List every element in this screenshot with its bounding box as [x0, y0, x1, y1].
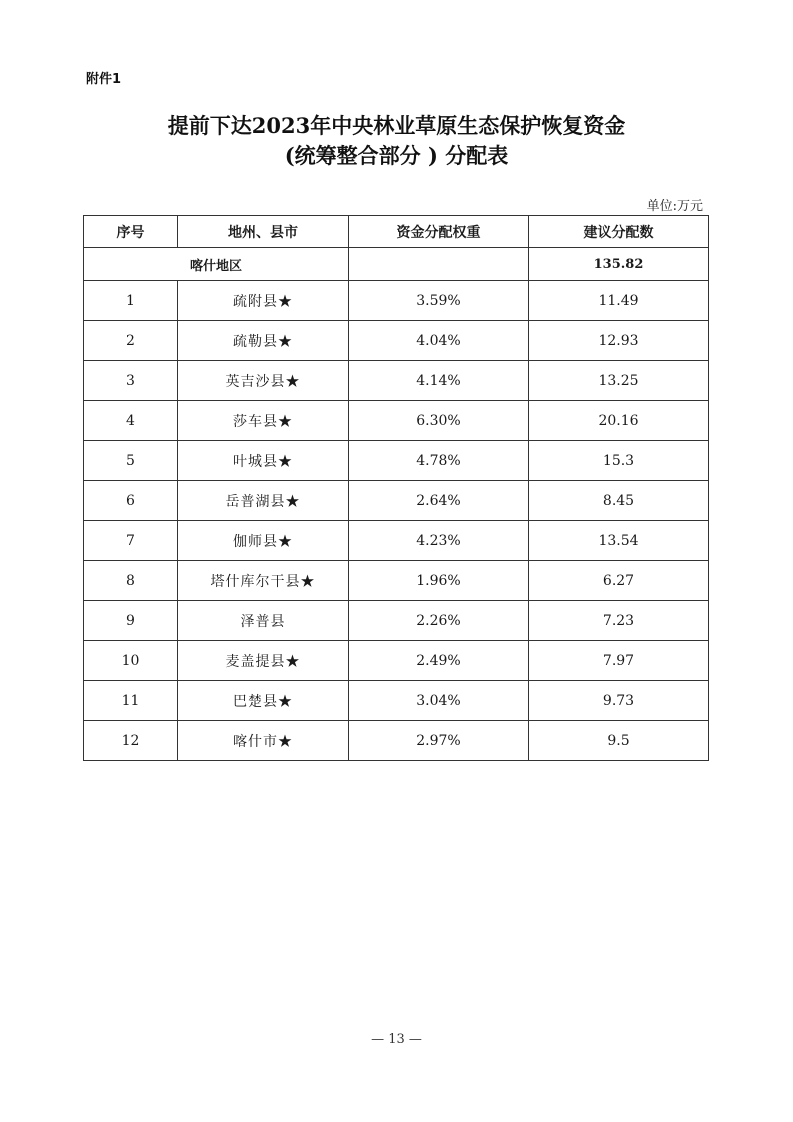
cell-weight: 2.64% [349, 481, 529, 521]
table-row [84, 361, 709, 401]
cell-amount: 15.3 [529, 441, 709, 481]
cell-amount: 13.54 [529, 521, 709, 561]
cell-amount: 7.97 [529, 641, 709, 681]
unit-label: 单位:万元 [646, 199, 703, 214]
table-row [84, 481, 709, 521]
header-region: 地州、县市 [178, 216, 349, 248]
cell-serial-no: 4 [84, 401, 178, 441]
cell-amount: 7.23 [529, 601, 709, 641]
cell-weight: 3.59% [349, 281, 529, 321]
cell-weight: 2.49% [349, 641, 529, 681]
cell-serial-no: 7 [84, 521, 178, 561]
cell-weight: 4.04% [349, 321, 529, 361]
table-row [84, 601, 709, 641]
cell-weight: 4.23% [349, 521, 529, 561]
cell-serial-no: 5 [84, 441, 178, 481]
cell-region-name: 疏附县★ [178, 281, 349, 321]
subtotal-amount: 135.82 [529, 248, 709, 281]
allocation-table [83, 215, 709, 761]
cell-serial-no: 6 [84, 481, 178, 521]
cell-region-name: 塔什库尔干县★ [178, 561, 349, 601]
cell-region-name: 伽师县★ [178, 521, 349, 561]
header-amount: 建议分配数 [529, 216, 709, 248]
cell-serial-no: 9 [84, 601, 178, 641]
cell-amount: 8.45 [529, 481, 709, 521]
attachment-label: 附件1 [86, 72, 122, 87]
cell-amount: 13.25 [529, 361, 709, 401]
cell-weight: 3.04% [349, 681, 529, 721]
cell-amount: 12.93 [529, 321, 709, 361]
cell-region-name: 疏勒县★ [178, 321, 349, 361]
document-title-line-2: (统筹整合部分 ) 分配表 [284, 143, 509, 168]
cell-amount: 20.16 [529, 401, 709, 441]
table-row [84, 641, 709, 681]
header-weight: 资金分配权重 [349, 216, 529, 248]
table-row [84, 721, 709, 761]
cell-serial-no: 12 [84, 721, 178, 761]
table-row [84, 561, 709, 601]
table-row [84, 521, 709, 561]
cell-serial-no: 1 [84, 281, 178, 321]
cell-region-name: 巴楚县★ [178, 681, 349, 721]
page-number: — 13 — [371, 1032, 422, 1047]
cell-weight: 1.96% [349, 561, 529, 601]
table-row [84, 401, 709, 441]
cell-serial-no: 11 [84, 681, 178, 721]
cell-serial-no: 2 [84, 321, 178, 361]
cell-amount: 6.27 [529, 561, 709, 601]
subtotal-label: 喀什地区 [84, 248, 349, 281]
subtotal-row [84, 248, 709, 281]
cell-amount: 9.73 [529, 681, 709, 721]
document-title-line-1: 提前下达2023年中央林业草原生态保护恢复资金 [167, 113, 626, 138]
cell-region-name: 泽普县 [178, 601, 349, 641]
cell-weight: 4.78% [349, 441, 529, 481]
cell-region-name: 叶城县★ [178, 441, 349, 481]
cell-region-name: 岳普湖县★ [178, 481, 349, 521]
cell-region-name: 麦盖提县★ [178, 641, 349, 681]
cell-weight: 4.14% [349, 361, 529, 401]
cell-serial-no: 8 [84, 561, 178, 601]
header-serial-no: 序号 [84, 216, 178, 248]
cell-amount: 9.5 [529, 721, 709, 761]
subtotal-weight [349, 248, 529, 281]
cell-weight: 6.30% [349, 401, 529, 441]
table-row [84, 681, 709, 721]
cell-region-name: 莎车县★ [178, 401, 349, 441]
table-row [84, 281, 709, 321]
cell-weight: 2.97% [349, 721, 529, 761]
cell-serial-no: 3 [84, 361, 178, 401]
cell-serial-no: 10 [84, 641, 178, 681]
table-row [84, 321, 709, 361]
cell-amount: 11.49 [529, 281, 709, 321]
cell-region-name: 英吉沙县★ [178, 361, 349, 401]
cell-weight: 2.26% [349, 601, 529, 641]
table-header-row [84, 216, 709, 248]
cell-region-name: 喀什市★ [178, 721, 349, 761]
table-row [84, 441, 709, 481]
